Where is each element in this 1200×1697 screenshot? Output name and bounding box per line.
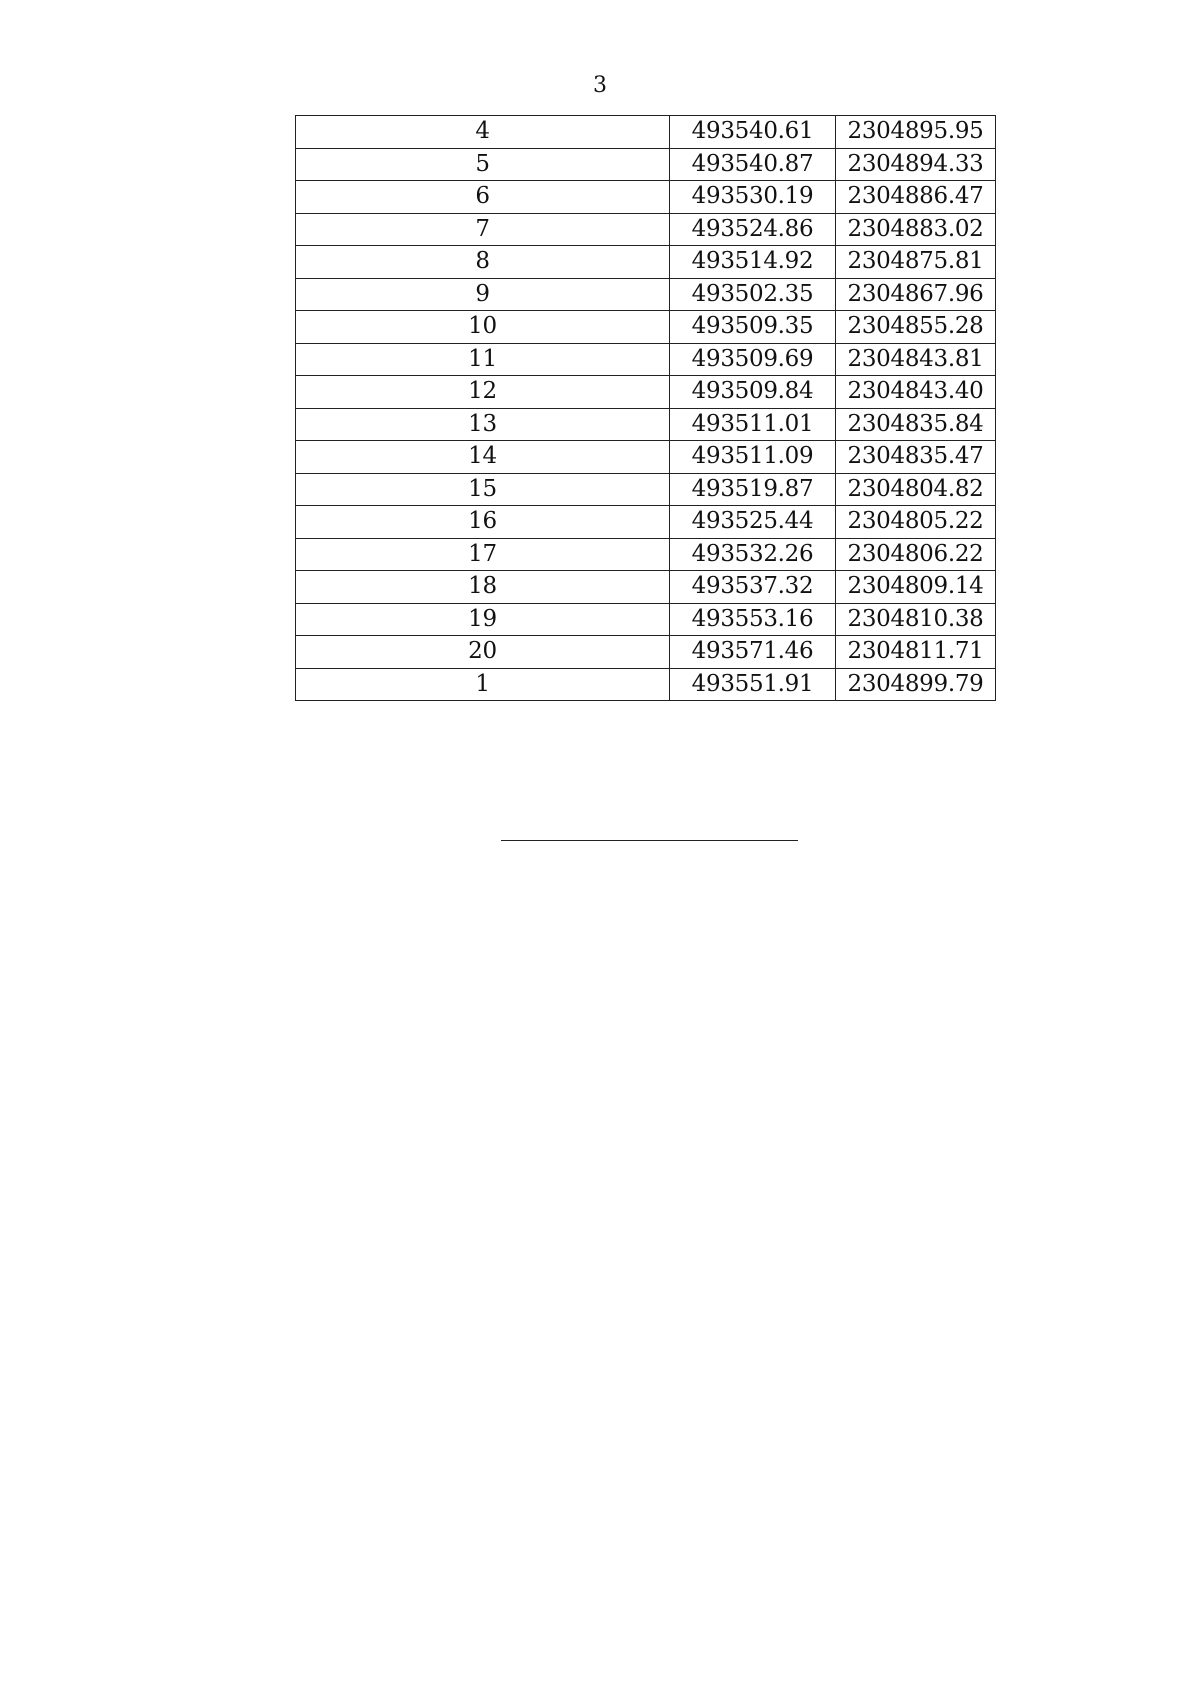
y-coordinate-cell: 2304843.81	[836, 343, 996, 376]
x-coordinate-cell: 493502.35	[670, 278, 836, 311]
y-coordinate-cell: 2304835.84	[836, 408, 996, 441]
x-coordinate-cell: 493532.26	[670, 538, 836, 571]
point-number-cell: 15	[296, 473, 670, 506]
x-coordinate-cell: 493519.87	[670, 473, 836, 506]
point-number-cell: 6	[296, 181, 670, 214]
table-row	[296, 246, 996, 279]
point-number-cell: 5	[296, 148, 670, 181]
y-coordinate-cell: 2304810.38	[836, 603, 996, 636]
end-of-document-rule	[501, 840, 798, 841]
point-number-cell: 18	[296, 571, 670, 604]
point-number-cell: 9	[296, 278, 670, 311]
table-row	[296, 668, 996, 701]
y-coordinate-cell: 2304867.96	[836, 278, 996, 311]
table-row	[296, 376, 996, 409]
x-coordinate-cell: 493537.32	[670, 571, 836, 604]
table-row	[296, 506, 996, 539]
y-coordinate-cell: 2304886.47	[836, 181, 996, 214]
table-row	[296, 181, 996, 214]
x-coordinate-cell: 493509.35	[670, 311, 836, 344]
y-coordinate-cell: 2304899.79	[836, 668, 996, 701]
point-number-cell: 16	[296, 506, 670, 539]
x-coordinate-cell: 493530.19	[670, 181, 836, 214]
table-row	[296, 473, 996, 506]
x-coordinate-cell: 493509.84	[670, 376, 836, 409]
point-number-cell: 14	[296, 441, 670, 474]
y-coordinate-cell: 2304809.14	[836, 571, 996, 604]
table-row	[296, 311, 996, 344]
point-number-cell: 20	[296, 636, 670, 669]
y-coordinate-cell: 2304835.47	[836, 441, 996, 474]
table-row	[296, 213, 996, 246]
table-row	[296, 148, 996, 181]
x-coordinate-cell: 493553.16	[670, 603, 836, 636]
coordinates-table-body	[296, 116, 996, 701]
x-coordinate-cell: 493514.92	[670, 246, 836, 279]
y-coordinate-cell: 2304843.40	[836, 376, 996, 409]
y-coordinate-cell: 2304804.82	[836, 473, 996, 506]
x-coordinate-cell: 493571.46	[670, 636, 836, 669]
table-row	[296, 116, 996, 149]
point-number-cell: 4	[296, 116, 670, 149]
x-coordinate-cell: 493511.09	[670, 441, 836, 474]
x-coordinate-cell: 493511.01	[670, 408, 836, 441]
y-coordinate-cell: 2304895.95	[836, 116, 996, 149]
x-coordinate-cell: 493551.91	[670, 668, 836, 701]
page-number: 3	[593, 73, 607, 98]
point-number-cell: 7	[296, 213, 670, 246]
y-coordinate-cell: 2304883.02	[836, 213, 996, 246]
point-number-cell: 17	[296, 538, 670, 571]
point-number-cell: 19	[296, 603, 670, 636]
point-number-cell: 10	[296, 311, 670, 344]
y-coordinate-cell: 2304875.81	[836, 246, 996, 279]
y-coordinate-cell: 2304894.33	[836, 148, 996, 181]
x-coordinate-cell: 493540.61	[670, 116, 836, 149]
point-number-cell: 8	[296, 246, 670, 279]
x-coordinate-cell: 493524.86	[670, 213, 836, 246]
table-row	[296, 636, 996, 669]
x-coordinate-cell: 493540.87	[670, 148, 836, 181]
point-number-cell: 13	[296, 408, 670, 441]
y-coordinate-cell: 2304806.22	[836, 538, 996, 571]
table-row	[296, 571, 996, 604]
x-coordinate-cell: 493525.44	[670, 506, 836, 539]
y-coordinate-cell: 2304811.71	[836, 636, 996, 669]
coordinates-table	[295, 115, 996, 701]
point-number-cell: 12	[296, 376, 670, 409]
table-row	[296, 278, 996, 311]
point-number-cell: 11	[296, 343, 670, 376]
table-row	[296, 408, 996, 441]
point-number-cell: 1	[296, 668, 670, 701]
table-row	[296, 343, 996, 376]
y-coordinate-cell: 2304855.28	[836, 311, 996, 344]
y-coordinate-cell: 2304805.22	[836, 506, 996, 539]
table-row	[296, 603, 996, 636]
table-row	[296, 441, 996, 474]
x-coordinate-cell: 493509.69	[670, 343, 836, 376]
table-row	[296, 538, 996, 571]
